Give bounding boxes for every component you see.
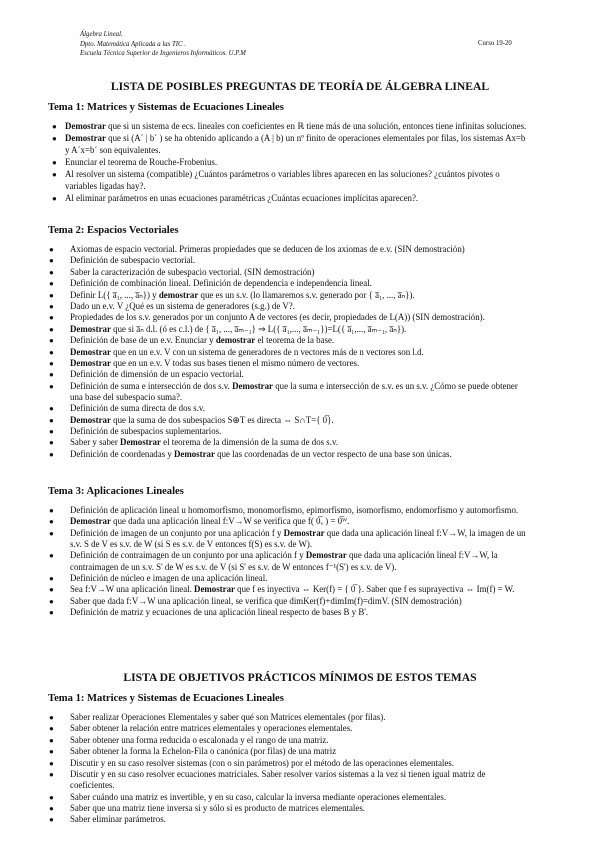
list-item [0, 505, 600, 516]
list-item [0, 550, 600, 572]
item-text: Discutir y en su caso resolver ecuaciones matriciales. Saber resolver varios sistemas a la vez si tienen igual matriz de coeficientes. [70, 768, 486, 791]
list-item [0, 121, 600, 132]
list-item [0, 449, 600, 460]
item-text: Definición de suma e intersección de dos s.v. [70, 380, 233, 391]
item-text: Definición de coordenadas y [70, 448, 174, 459]
item-text: Definición de combinación lineal. Definición de dependencia e independencia lineal. [70, 278, 372, 289]
list-item [0, 607, 600, 618]
bold-text: Demostrar [65, 121, 106, 131]
list-item [0, 369, 600, 380]
bullet-icon: ● [49, 347, 54, 357]
item-text: Saber eliminar parámetros. [70, 814, 166, 825]
list-item [0, 426, 600, 437]
bullet-icon: ● [49, 758, 54, 768]
item-text: que dada una aplicación lineal f:V→W se verifica que f( 0̅ᵥ ) = 0̅ᵂ. [110, 516, 350, 527]
bullet-icon: ● [49, 528, 54, 538]
list-item [0, 358, 600, 369]
item-text: Axiomas de espacio vectorial. Primeras propiedades que se deducen de los axiomas de e.v. (SIN demostración) [70, 244, 465, 254]
item-text: Saber cuándo una matriz es invertible, y en su caso, calcular la inversa mediante operaciones elementales. [70, 791, 447, 802]
header-line: Álgebra Lineal. [80, 31, 123, 38]
item-text: Saber que una matriz tiene inversa si y sólo si es producto de matrices elementales. [70, 802, 365, 813]
item-text: Definir L({ a̅₁, ..., a̅ₙ}) y [70, 289, 159, 300]
list-item [0, 133, 600, 155]
item-text: que f es inyectiva ⇔ Ker(f) = { 0̅ }. Saber que f es suprayectiva ⇔ Im(f) = W. [234, 584, 515, 595]
bold-text: demostrar [158, 289, 199, 300]
list-item [0, 403, 600, 414]
list-item [0, 255, 600, 266]
item-text: Definición de aplicación lineal u homomorfismo, monomorfismo, epimorfismo, isomorfismo, endomorfismo y automorfismo. [70, 505, 519, 515]
item-text: que la suma de dos subespacios S⊕T es directa ⇔ S∩T={ 0̅}. [110, 414, 334, 425]
list-item [0, 415, 600, 426]
item-text: Dado un e.v. V ¿Qué es un sistema de generadores (s.g.) de V?. [70, 300, 295, 311]
list-item [0, 347, 600, 358]
bullet-list [0, 505, 600, 619]
list-item [0, 335, 600, 346]
bold-text: Demostrar [70, 414, 111, 425]
item-text: Saber obtener la relación entre matrices elementales y operaciones elementales. [70, 723, 353, 734]
item-text: Propiedades de los s.v. generados por un conjunto A de vectores (es decir, propiedades de L(A)) (SIN demostración). [70, 312, 485, 323]
item-text: Definición de dimensión de un espacio vectorial. [70, 369, 244, 380]
list-item [0, 312, 600, 323]
bullet-icon: ● [49, 792, 54, 802]
bullet-icon: ● [49, 313, 54, 323]
bullet-icon: ● [49, 427, 54, 437]
item-text: Enunciar el teorema de Rouche-Frobenius. [65, 156, 218, 167]
item-text: Definición de imagen de un conjunto por una aplicación f y [70, 527, 284, 538]
list-item [0, 437, 600, 448]
item-text: Sea f:V→W una aplicación lineal. [70, 584, 195, 595]
bullet-icon: ● [52, 122, 57, 131]
bullet-icon: ● [49, 336, 54, 346]
course-label: Curso 19-20 [478, 40, 512, 47]
item-text: Al resolver un sistema (compatible) ¿Cuántos parámetros o variables libres aparecen en las soluciones? ¿cuántos pivotes o variables ligadas hay?. [65, 169, 500, 191]
bold-text: Demostrar [70, 357, 111, 368]
item-text: que si un sistema de ecs. lineales con coeficientes en ℝ tiene más de una solución, entonces tiene infinitas soluciones. [105, 121, 527, 131]
bold-text: Demostrar [70, 346, 111, 357]
list-item [0, 169, 600, 191]
bullet-icon: ● [49, 279, 54, 289]
item-text: Definición de subespacio vectorial. [70, 255, 196, 266]
list-item [0, 381, 600, 403]
item-text: que la suma e intersección de s.v. es un s.v. ¿Cómo se puede obtener una base del subespacio suma?. [70, 380, 518, 402]
bullet-icon: ● [49, 769, 54, 779]
list-item [0, 278, 600, 289]
bullet-icon: ● [49, 724, 54, 734]
item-text: Definición de subespacios suplementarios. [70, 426, 222, 437]
bold-text: Demostrar [70, 323, 111, 334]
bullet-icon: ● [49, 256, 54, 266]
bullet-icon: ● [49, 449, 54, 459]
list-item [0, 746, 600, 757]
bullet-list [0, 121, 600, 205]
item-text: que si (A´ | b´ ) se ha obtenido aplicando a (A | b) un nº finito de operaciones elementales por filas, los sistemas Ax=b y A´x=b´ son equivalentes. [65, 133, 526, 155]
item-text: Saber y saber [70, 437, 121, 448]
list-item [0, 792, 600, 803]
list-item [0, 157, 600, 168]
bold-text: Demostrar [174, 448, 215, 459]
bold-text: Demostrar [283, 527, 325, 538]
bullet-icon: ● [49, 370, 54, 380]
bullet-icon: ● [49, 267, 54, 277]
list-item [0, 573, 600, 584]
item-text: Saber obtener la forma la Echelon-Fila o canónica (por filas) de una matriz [70, 746, 337, 757]
bullet-icon: ● [49, 551, 54, 561]
bullet-icon: ● [52, 157, 57, 167]
list-item [0, 244, 600, 255]
bullet-icon: ● [49, 404, 54, 414]
item-text: Saber obtener una forma reducida o escalonada y el rango de una matriz. [70, 734, 329, 745]
item-text: que las coordenadas de un vector respecto de una base son únicas. [214, 448, 452, 459]
item-text: el teorema de la base. [255, 335, 335, 346]
list-item [0, 324, 600, 335]
bullet-icon: ● [49, 585, 54, 595]
list-item [0, 528, 600, 550]
item-text: Definición de núcleo e imagen de una aplicación lineal. [70, 572, 268, 583]
section-heading: Tema 1: Matrices y Sistemas de Ecuaciones Lineales [48, 102, 284, 113]
item-text: que es un s.v. (lo llamaremos s.v. generado por { a̅₁, ..., a̅ₙ}). [198, 289, 415, 300]
list-item [0, 712, 600, 723]
item-text: Definición de base de un e.v. Enunciar y [70, 335, 216, 346]
list-item [0, 803, 600, 814]
list-item [0, 723, 600, 734]
bold-text: demostrar [215, 335, 256, 346]
bullet-list [0, 244, 600, 460]
bullet-icon: ● [49, 381, 54, 391]
bullet-icon: ● [49, 608, 54, 618]
section-heading: Tema 2: Espacios Vectoriales [48, 225, 179, 236]
bullet-icon: ● [49, 517, 54, 527]
item-text: que dada una aplicación lineal f:V→W, la contraimagen de un s.v. S' de W es s.v. de V (si S' es s.v. de W entonces f⁻¹(S') es s.v. de V). [70, 550, 498, 572]
list-item [0, 735, 600, 746]
item-text: Discutir y en su caso resolver sistemas (con o sin parámetros) por el método de las operaciones elementales. [70, 757, 454, 768]
header-line: Dpto. Matemática Aplicada a las TIC . [80, 40, 186, 48]
list-item [0, 758, 600, 769]
list-item [0, 516, 600, 527]
item-text: Saber realizar Operaciones Elementales y saber qué son Matrices elementales (por filas). [70, 712, 386, 722]
list-item [0, 193, 600, 204]
bullet-icon: ● [49, 735, 54, 745]
document-header [80, 30, 246, 59]
bullet-icon: ● [49, 747, 54, 757]
bullet-icon: ● [49, 713, 54, 722]
bullet-icon: ● [52, 170, 57, 180]
item-text: Definición de suma directa de dos s.v. [70, 403, 205, 414]
list-item [0, 769, 600, 791]
list-item [0, 596, 600, 607]
bullet-icon: ● [49, 506, 54, 515]
bullet-icon: ● [49, 815, 54, 825]
item-text: Definición de contraimagen de un conjunto por una aplicación f y [70, 550, 306, 561]
item-text: que en un e.v. V con un sistema de generadores de n vectores más de n vectores son l.d. [110, 346, 424, 357]
section-heading: Tema 1: Matrices y Sistemas de Ecuaciones Lineales [48, 693, 284, 704]
bullet-icon: ● [49, 438, 54, 448]
item-text: Saber la caracterización de subespacio vectorial. (SIN demostración) [70, 266, 315, 277]
bold-text: Demostrar [305, 550, 347, 561]
bullet-icon: ● [49, 596, 54, 606]
section-heading: Tema 3: Aplicaciones Lineales [48, 486, 184, 497]
bold-text: Demostrar [232, 380, 273, 391]
list-item [0, 814, 600, 825]
item-text: que si a̅ₙ d.l. (ó es c.l.) de { a̅₁, ..., a̅ₘ₋₁} ⇒ L({ a̅₁,..., a̅ₘ₋₁})=L({ a̅₁,..., a̅ₘ₋₁, a̅ₙ}). [110, 323, 407, 334]
item-text: Al eliminar parámetros en unas ecuaciones paramétricas ¿Cuántas ecuaciones implícitas aparecen?. [65, 192, 419, 203]
bullet-icon: ● [49, 803, 54, 813]
bullet-icon: ● [49, 290, 54, 300]
bullet-icon: ● [52, 134, 57, 144]
header-line: Escuela Técnica Superior de Ingenieros Informáticos. U.P.M [80, 50, 246, 57]
bullet-list [0, 712, 600, 826]
bold-text: Demostrar [70, 516, 111, 527]
item-text: Definición de matriz y ecuaciones de una aplicación lineal respecto de bases B y B'. [70, 607, 369, 618]
bullet-icon: ● [49, 415, 54, 425]
list-item [0, 267, 600, 278]
bullet-icon: ● [49, 324, 54, 334]
item-text: Saber que dada f:V→W una aplicación lineal, se verifica que dimKer(f)+dimIm(f)=dimV. (SIN demostración) [70, 595, 462, 606]
bold-text: Demostrar [194, 584, 235, 595]
title-practical: LISTA DE OBJETIVOS PRÁCTICOS MÍNIMOS DE ESTOS TEMAS [123, 671, 477, 684]
bullet-icon: ● [49, 301, 54, 311]
bullet-icon: ● [49, 573, 54, 583]
list-item [0, 301, 600, 312]
bullet-icon: ● [52, 193, 57, 203]
item-text: que en un e.v. V todas sus bases tienen el mismo número de vectores. [110, 357, 360, 368]
list-item [0, 584, 600, 595]
bold-text: Demostrar [65, 133, 106, 144]
title-theory: LISTA DE POSIBLES PREGUNTAS DE TEORÍA DE ÁLGEBRA LINEAL [110, 80, 490, 93]
bullet-icon: ● [49, 245, 54, 254]
bold-text: Demostrar [120, 437, 161, 448]
list-item [0, 290, 600, 301]
bullet-icon: ● [49, 358, 54, 368]
item-text: el teorema de la dimensión de la suma de dos s.v. [160, 437, 339, 448]
item-text: que dada una aplicación lineal f:V→W, la imagen de un s.v. S de V es s.v. de W (si S es s.v. de V entonces f(S) es s.v. de W). [70, 527, 526, 549]
